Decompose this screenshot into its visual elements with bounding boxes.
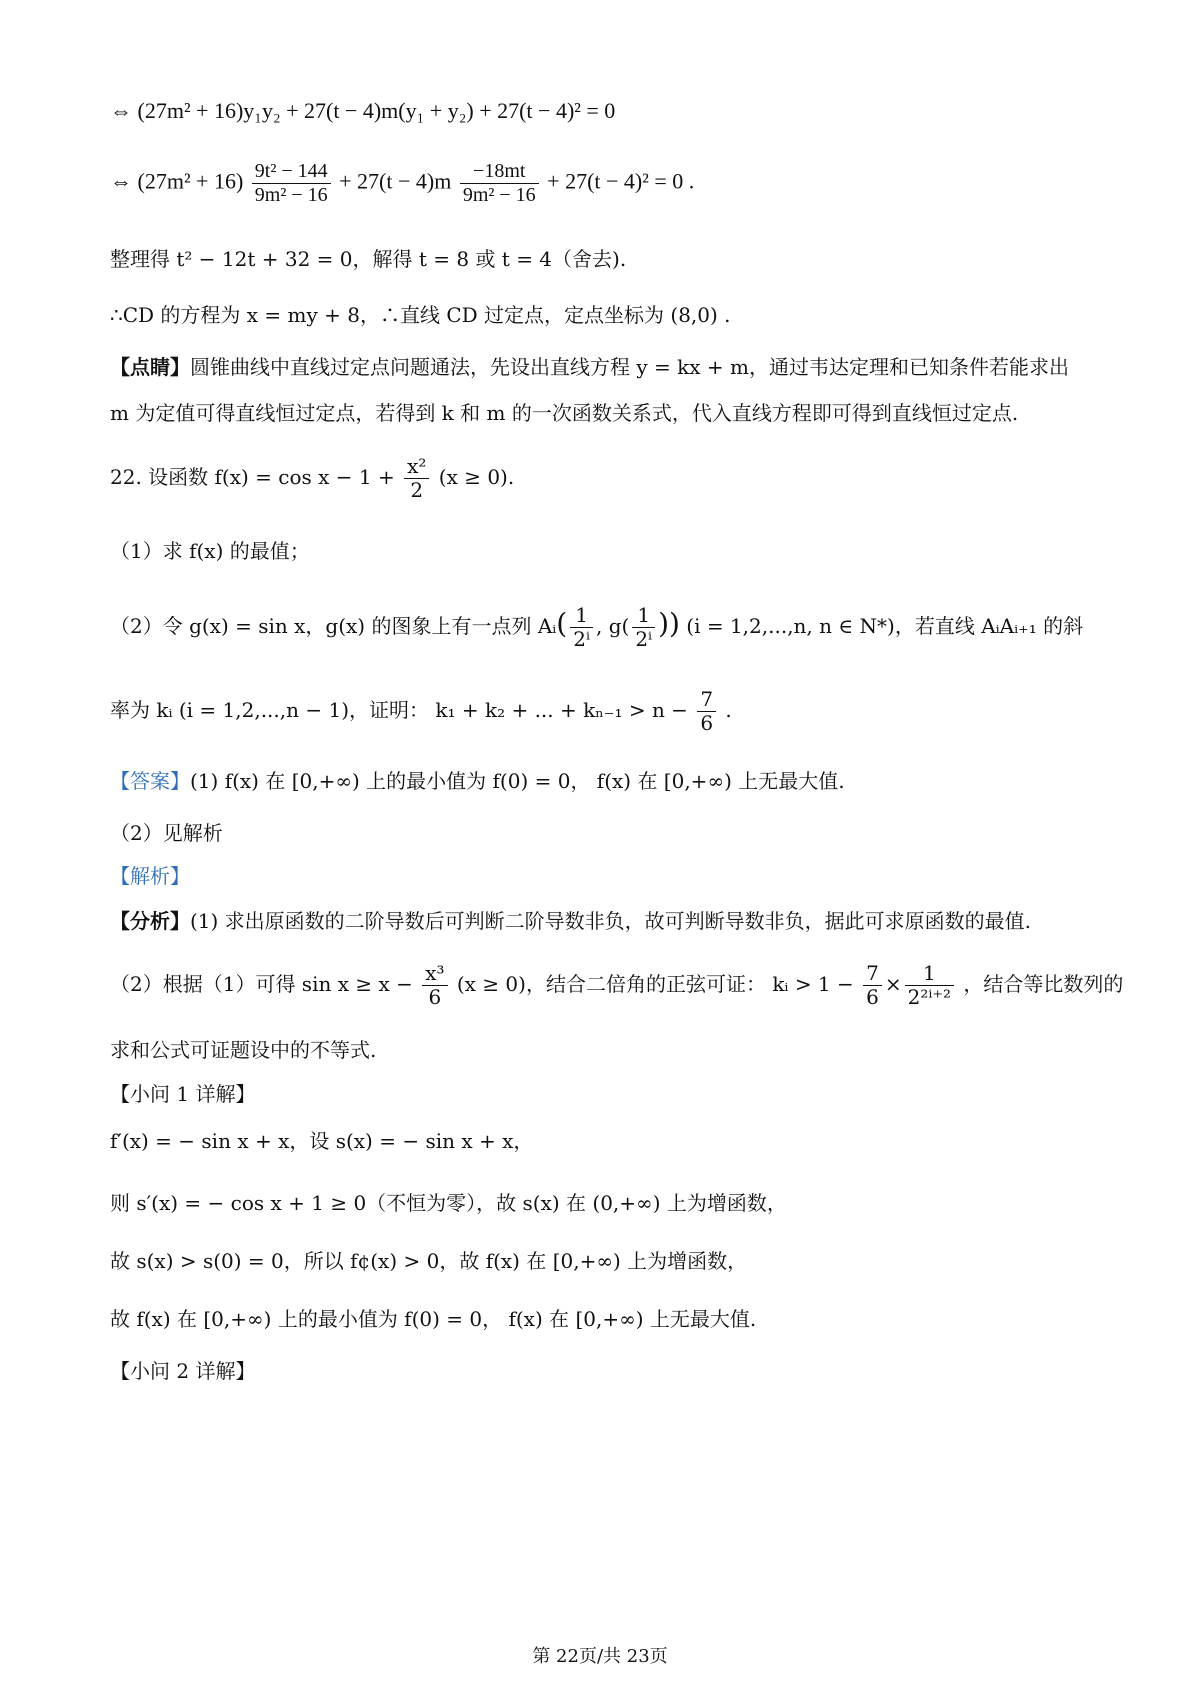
fenxi-line-2 [110,961,1124,1009]
eq2-fraction-1 [252,160,331,207]
q22p2c-suffix: . [725,698,732,722]
simplify-line: 整理得 t² − 12t + 32 = 0，解得 t = 8 或 t = 4（舍去). [110,247,627,271]
fenxi2-fraction-1 [422,962,447,1009]
sub-question-2-title: 【小问 2 详解】 [110,1359,256,1383]
fenxi2-times: × [884,972,902,996]
q22p2-middle: , g( [595,614,630,638]
analysis-tag: 【解析】 [110,864,190,888]
q22p2c-frac-numerator: 7 [697,688,716,712]
q22p2-paren-open: ( [556,607,568,640]
q22-frac-numerator: x² [404,455,429,479]
cd-equation-line: ∴CD 的方程为 x = my + 8，∴直线 CD 过定点，定点坐标为 (8,0) . [110,303,731,327]
eq2-middle: + 27(t − 4)m [339,168,452,194]
page-footer: 第 22页/共 23页 [532,1646,668,1667]
eq2-frac2-numerator: −18mt [460,160,539,184]
q22-prefix: 22. 设函数 f(x) = cos x − 1 + [110,465,395,489]
equivalence-line-2 [110,160,1100,207]
q22-part-2 [110,603,1100,651]
eq2-frac1-denominator: 9m² − 16 [254,184,328,206]
fenxi2-fraction-2 [863,962,882,1009]
eq2-prefix: ⇔ (27m² + 16) [110,168,244,194]
q22p2-frac2-numerator: 1 [632,604,655,628]
eq2-frac2-denominator: 9m² − 16 [462,184,536,206]
fenxi2-frac2-numerator: 7 [863,962,882,986]
fenxi-text: (1) 求出原函数的二阶导数后可判断二阶导数非负，故可判断导数非负，据此可求原函数的最值. [190,909,1032,933]
q22p2-frac1-denominator: 2ⁱ [573,627,590,651]
fenxi2-fraction-3 [905,962,954,1009]
fenxi2-frac2-denominator: 6 [866,985,879,1009]
dianjing-line-2: m 为定值可得直线恒过定点，若得到 k 和 m 的一次函数关系式，代入直线方程即可得到直线恒过定点. [110,401,1019,425]
answer-text: (1) f(x) 在 [0,+∞) 上的最小值为 f(0) = 0， f(x) 在 [0,+∞) 上无最大值. [190,769,845,793]
fenxi2-middle: (x ≥ 0)，结合二倍角的正弦可证： kᵢ > 1 − [456,972,854,996]
answer-line [110,766,1100,796]
q22p2c-prefix: 率为 kᵢ (i = 1,2,...,n − 1)，证明： k₁ + k₂ + ... + kₙ₋₁ > n − [110,698,688,722]
answer-tag: 【答案】 [110,769,190,793]
fenxi2-prefix: （2）根据（1）可得 sin x ≥ x − [110,972,413,996]
question-22 [110,455,1100,502]
q22-suffix: (x ≥ 0). [438,465,515,489]
q22p2c-fraction [697,688,716,735]
sub1-line-2: 则 s′(x) = − cos x + 1 ≥ 0（不恒为零），故 s(x) 在 (0,+∞) 上为增函数， [110,1191,787,1215]
q22-part-1: （1）求 f(x) 的最值； [110,539,310,563]
fenxi-line-3: 求和公式可证题设中的不等式. [110,1038,377,1062]
dianjing-line-1 [110,352,1100,382]
fenxi-tag: 【分析】 [110,909,190,933]
dianjing-text-1: 圆锥曲线中直线过定点问题通法，先设出直线方程 y = kx + m，通过韦达定理和已知条件若能求出 [190,355,1069,379]
q22p2-fraction-1 [570,604,593,651]
fenxi2-frac1-denominator: 6 [428,985,442,1009]
fenxi-line-1 [110,906,1100,936]
q22p2-paren-close: )) [658,607,680,640]
q22p2-suffix: (i = 1,2,...,n, n ∈ N*)，若直线 AᵢAᵢ₊₁ 的斜 [686,614,1084,638]
q22p2-frac2-denominator: 2ⁱ [635,627,653,651]
eq2-frac1-numerator: 9t² − 144 [252,160,331,184]
sub1-line-3: 故 s(x) > s(0) = 0，所以 f¢(x) > 0，故 f(x) 在 [0,+∞) 上为增函数， [110,1249,748,1273]
eq2-fraction-2 [460,160,539,207]
sub1-line-4: 故 f(x) 在 [0,+∞) 上的最小值为 f(0) = 0， f(x) 在 [0,+∞) 上无最大值. [110,1307,757,1331]
q22-frac-denominator: 2 [410,478,424,502]
fenxi2-frac1-numerator: x³ [422,962,447,986]
equivalence-line-1: ⇔ (27m² + 16)y₁y₂ + 27(t − 4)m(y₁ + y₂) + 27(t − 4)² = 0 [110,98,616,123]
dianjing-tag: 【点睛】 [110,355,190,379]
q22p2-prefix: （2）令 g(x) = sin x，g(x) 的图象上有一点列 Aᵢ [110,614,557,638]
fenxi2-suffix: ，结合等比数列的 [963,972,1124,996]
q22p2-frac1-numerator: 1 [570,604,593,628]
answer-line-2: （2）见解析 [110,821,223,845]
q22-part-2-continued [110,688,1100,735]
q22p2c-frac-denominator: 6 [700,711,714,735]
q22p2-fraction-2 [632,604,655,651]
q22-fraction [404,455,429,502]
eq2-suffix: + 27(t − 4)² = 0 . [547,168,695,194]
sub1-line-1: f′(x) = − sin x + x，设 s(x) = − sin x + x， [110,1129,534,1153]
sub-question-1-title: 【小问 1 详解】 [110,1082,256,1106]
fenxi2-frac3-denominator: 2²ⁱ⁺² [907,985,951,1009]
fenxi2-frac3-numerator: 1 [905,962,954,986]
